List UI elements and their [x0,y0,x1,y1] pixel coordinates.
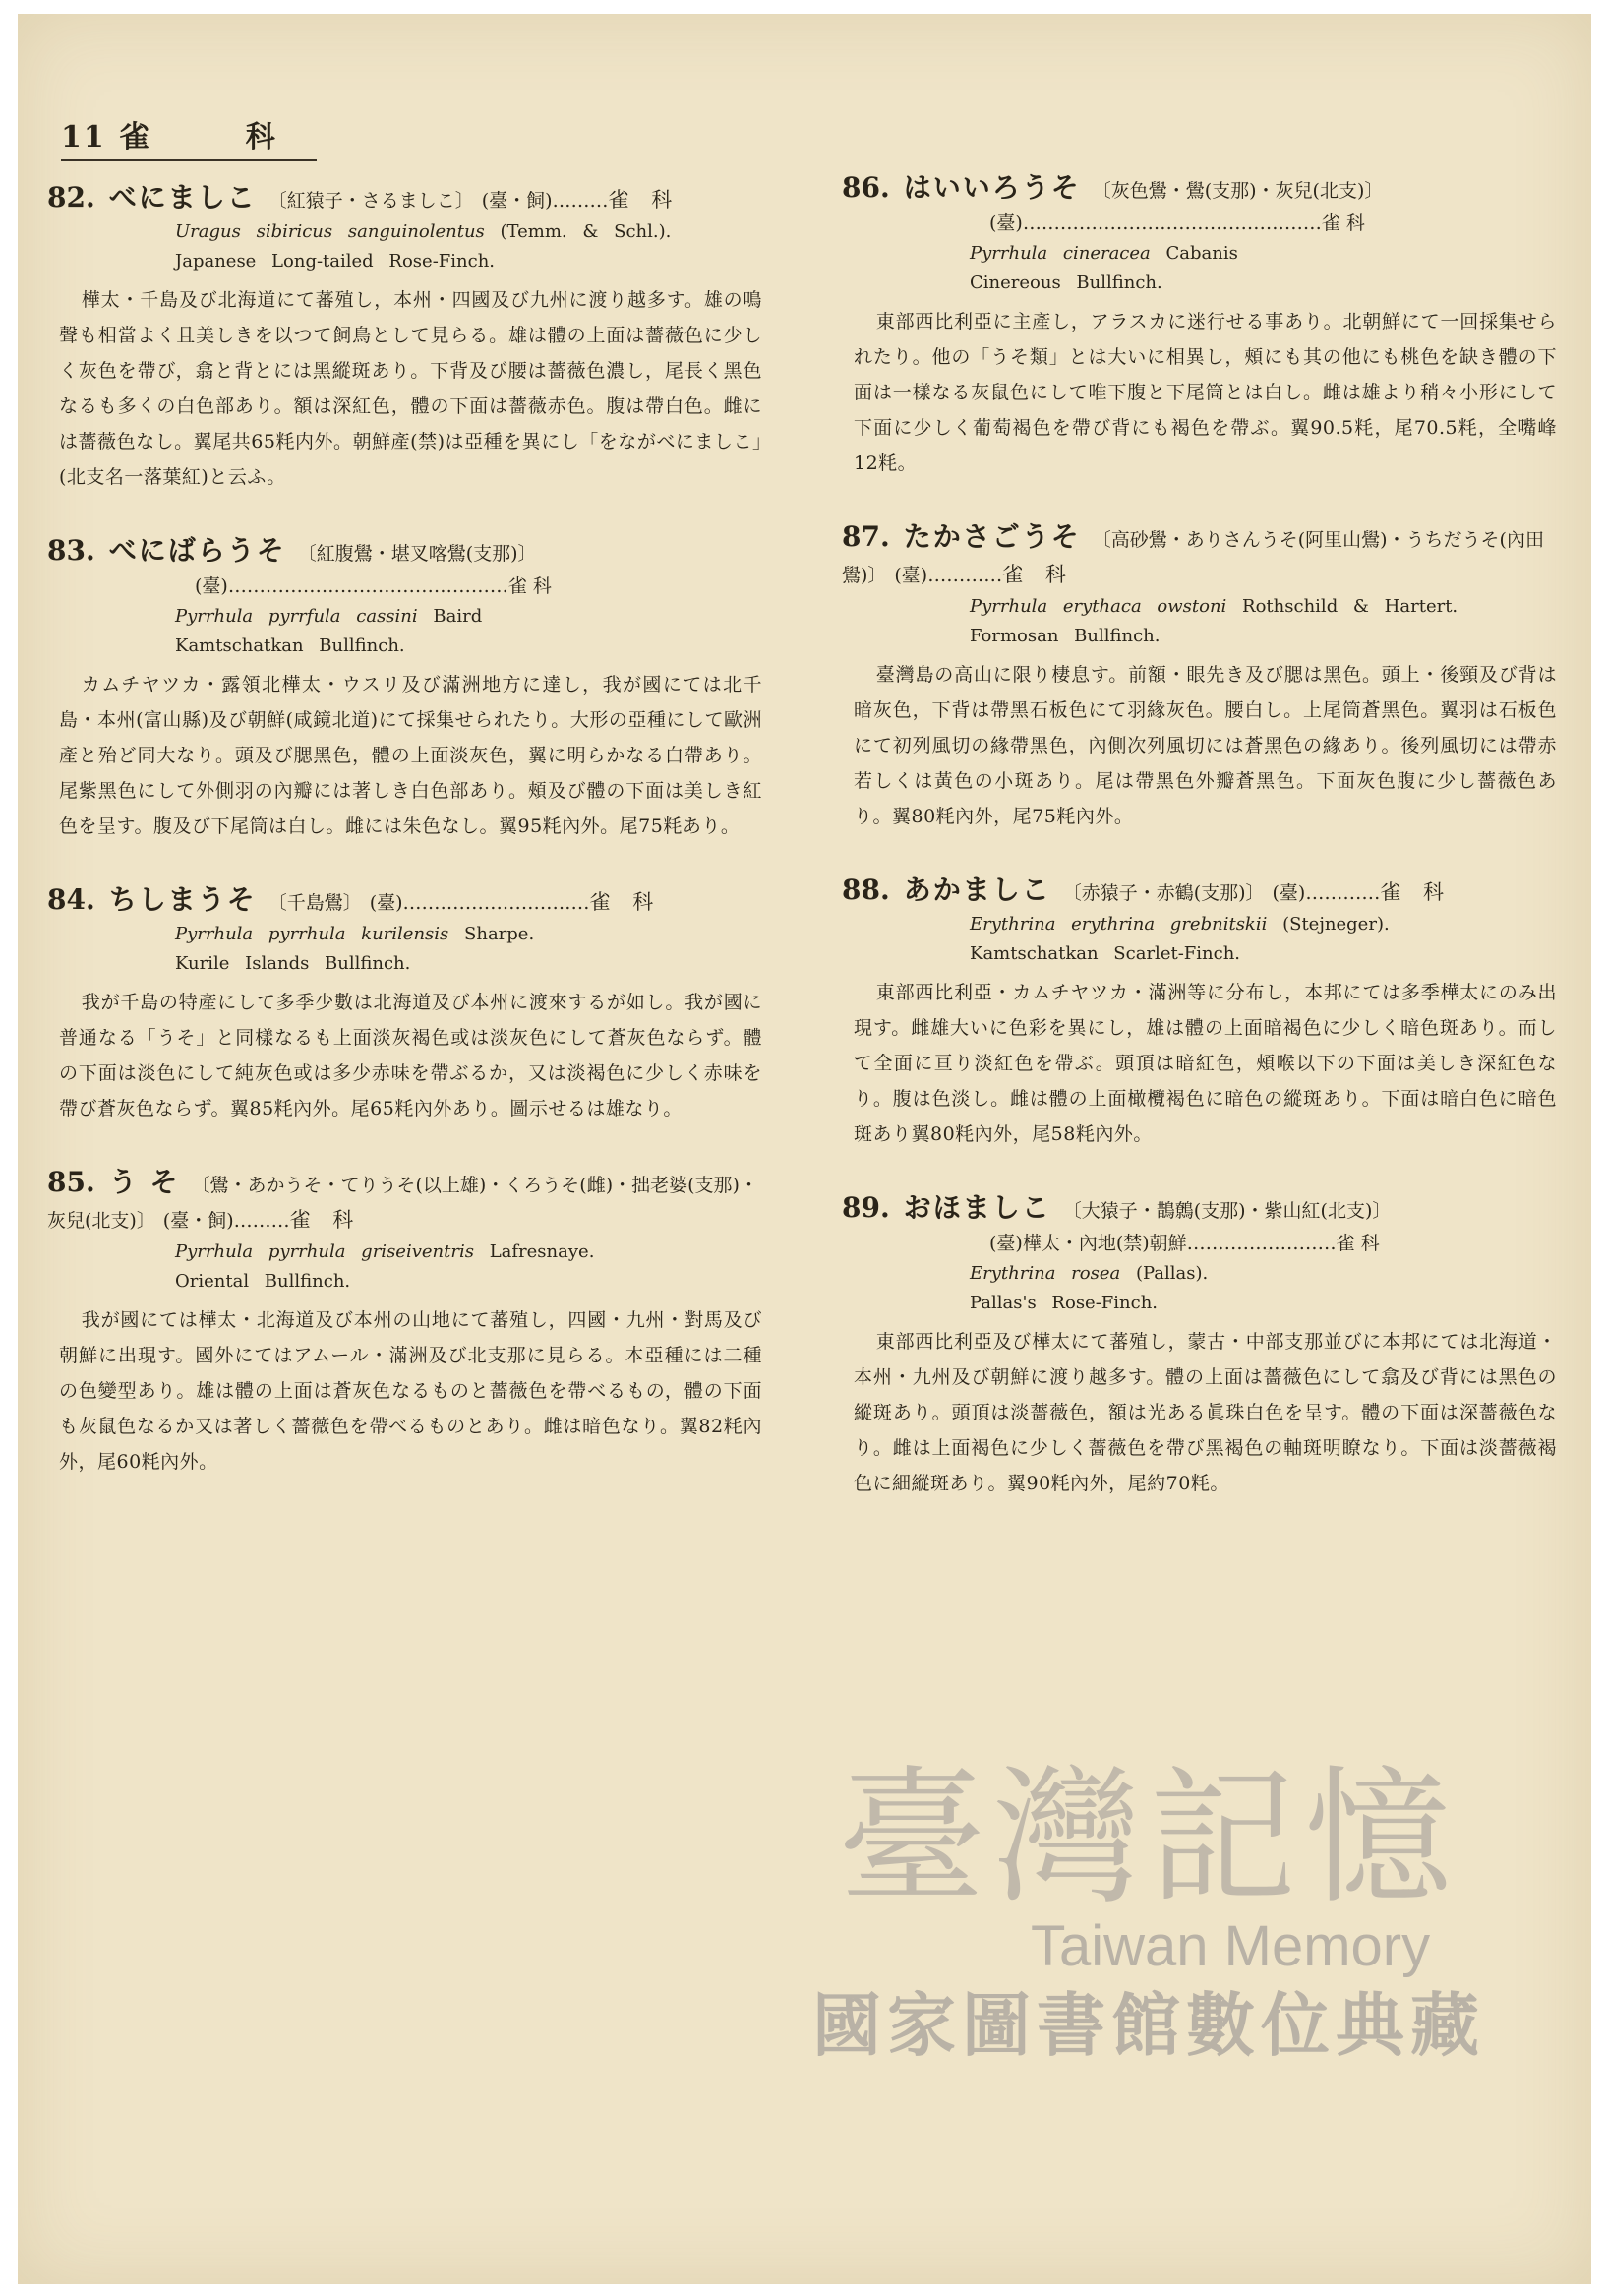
authority: (Stejneger). [1282,914,1390,935]
section-title: 雀 [119,120,151,154]
document-page [18,14,1591,2284]
species-description: 我が國にては樺太・北海道及び本州の山地にて蕃殖し，四國・九州・對馬及び朝鮮に出現す。國外にてはアムール・滿洲及び北支那に見らる。本亞種には二種の色變型あり。雄は體の上面は蒼灰色なるものと薔薇色を帶べるもの，體の下面も灰鼠色なるか又は著しく薔薇色を帶べるものとあり。雌は暗色なり。翼82粍內外，尾60粍內外。 [59,1309,762,1473]
leader-dots: ……… [233,1210,290,1232]
japanese-name: う そ [108,1166,180,1198]
english-name: Kamtschatkan Scarlet-Finch. [970,943,1241,964]
watermark [775,1755,1522,2070]
species-entry [47,534,770,844]
scientific-name: Uragus sibiricus sanguinolentus [175,221,485,242]
japanese-name: ちしまうそ [108,883,257,916]
english-name: Japanese Long-tailed Rose-Finch. [175,251,496,272]
species-description: 東部西比利亞・カムチヤツカ・滿洲等に分布し，本邦にては多季樺太にのみ出現す。雌雄大いに色彩を異にし，雄は體の上面暗褐色に少しく暗色斑あり。而して全面に亘り淡紅色を帶ぶ。頭頂は暗紅色，頰喉以下の下面は美しき深紅色なり。腹は色淡し。雌は體の上面橄欖褐色に暗色の縱斑あり。下面は暗白色に暗色斑あり翼80粍內外，尾58粍內外。 [854,982,1557,1145]
entry-title-line [842,874,1565,910]
entry-title-line [47,1166,770,1238]
japanese-name: べにばらうそ [108,534,286,567]
entry-title-line [47,883,770,920]
distribution-marks: (臺) [894,565,928,586]
entry-number: 86. [842,171,890,204]
authority: Sharpe. [464,924,535,944]
species-description: カムチヤツカ・露領北樺太・ウスリ及び滿洲地方に達し，我が國にては北千島・本州(富山縣)及び朝鮮(咸鏡北道)にて採集せられたり。大形の亞種にして歐洲產と殆ど同大なり。頭及び腮黑色，體の上面淡灰色，翼に明らかなる白帶あり。尾紫黑色にして外側羽の內瓣には著しき白色部あり。頰及び體の下面は美しき紅色を呈す。腹及び下尾筒は白し。雌には朱色なし。翼95粍內外。尾75粍あり。 [59,674,762,837]
species-description: 東部西比利亞及び樺太にて蕃殖し，蒙古・中部支那並びに本邦にては北海道・本州・九州及び朝鮮に渡り越多す。體の上面は薔薇色にして翕及び背には黑色の縱斑あり。頭頂は淡薔薇色，額は光ある眞珠白色を呈す。體の下面は深薔薇色なり。雌は上面褐色に少しく薔薇色を帶び黑褐色の軸斑明瞭なり。下面は淡薔薇褐色に細縱斑あり。翼90粍內外，尾約70粍。 [854,1331,1557,1494]
entry-title-line [47,181,770,217]
left-column [47,181,770,1519]
watermark-chinese: 臺灣記憶 [837,1753,1459,1924]
family-label: 雀 科 [289,1208,362,1232]
english-name: Kurile Islands Bullfinch. [175,953,411,974]
entry-number: 88. [842,874,890,906]
page-number: 11 [61,120,106,154]
species-entry [842,1191,1565,1501]
species-entry [842,520,1565,834]
entry-title-line [842,1191,1565,1228]
scientific-name-line [47,1238,770,1267]
scientific-name: Erythrina erythrina grebnitskii [970,914,1268,935]
species-entry [47,181,770,495]
alias-names: 〔紅腹鷽・堪叉喀鷽(支那)〕 [297,543,537,565]
species-entry [47,883,770,1126]
leader-dots: ……… [552,190,609,211]
entry-number: 87. [842,520,890,553]
distribution-marks: (臺・飼) [162,1210,234,1232]
scientific-name-line [842,1259,1565,1289]
watermark-caption: 國家圖書館數位典藏 [812,1985,1485,2066]
entry-title-line [47,534,770,571]
distribution-marks: (臺) [369,892,403,914]
scientific-name-line [47,217,770,247]
alias-names: 〔灰色鷽・鷽(支那)・灰兒(北支)〕 [1092,180,1384,202]
right-column [842,171,1565,1541]
authority: Rothschild & Hartert. [1242,596,1458,617]
scientific-name: Pyrrhula pyrrhula griseiventris [175,1241,474,1262]
authority: (Pallas). [1135,1263,1209,1284]
family-label: 雀 科 [1002,563,1074,586]
japanese-name: べにましこ [108,181,257,213]
page-header [61,112,317,161]
scientific-name: Pyrrhula cineracea [970,243,1151,264]
alias-names: 〔鷽・あかうそ・てりうそ(以上雄)・くろうそ(雌)・拙老婆(支那)・灰兒(北支)〕 [47,1175,758,1232]
scientific-name-line [47,920,770,949]
distribution-marks: (臺・飼) [481,190,553,211]
scientific-name: Pyrrhula erythaca owstoni [970,596,1227,617]
japanese-name: はいいろうそ [903,171,1081,204]
english-name: Oriental Bullfinch. [175,1271,351,1292]
entry-number: 83. [47,534,95,567]
authority: Lafresnaye. [489,1241,595,1262]
entry-subline: (臺)…………………………………………雀 科 [989,212,1365,234]
family-label: 雀 科 [589,890,662,914]
scientific-name-line [842,910,1565,939]
english-name: Cinereous Bullfinch. [970,272,1162,293]
authority: Baird [433,606,483,627]
scientific-name-line [842,592,1565,622]
authority: Cabanis [1165,243,1238,264]
species-description: 樺太・千島及び北海道にて蕃殖し，本州・四國及び九州に渡り越多す。雄の鳴聲も相當よく且美しきを以つて飼鳥として見らる。雄は體の上面は薔薇色に少しく灰色を帶び，翕と背とには黑縱斑あり。下背及び腰は薔薇色濃し，尾長く黑色なるも多くの白色部あり。額は深紅色，體の下面は薔薇赤色。腹は帶白色。雌には薔薇色なし。翼尾共65粍内外。朝鮮產(禁)は亞種を異にし「をながべにましこ」(北支名一落葉紅)と云ふ。 [59,289,762,488]
leader-dots: ………… [927,565,1003,586]
family-label: 雀 科 [608,188,681,211]
japanese-name: たかさごうそ [903,520,1081,553]
japanese-name: あかましこ [903,874,1051,906]
entry-subline: (臺)樺太・內地(禁)朝鮮……………………雀 科 [989,1233,1380,1254]
species-description: 臺灣島の高山に限り棲息す。前額・眼先き及び腮は黑色。頭上・後頸及び背は暗灰色，下背は帶黑石板色にて羽緣灰色。腰白し。上尾筒蒼黑色。翼羽は石板色にて初列風切の緣帶黑色，內側次列風切には蒼黑色の緣あり。後列風切には帶赤若しくは黃色の小斑あり。尾は帶黑色外瓣蒼黑色。下面灰色腹に少し薔薇色あり。翼80粍內外，尾75粍內外。 [854,664,1557,827]
watermark-english: Taiwan Memory [1031,1914,1431,1978]
english-name: Kamtschatkan Bullfinch. [175,635,405,656]
entry-number: 84. [47,883,95,916]
species-entry [47,1166,770,1480]
scientific-name: Pyrrhula pyrrhula kurilensis [175,924,449,944]
entry-number: 82. [47,181,95,213]
leader-dots: ………… [1305,882,1381,904]
species-entry [842,874,1565,1152]
entry-title-line [842,520,1565,592]
scientific-name: Pyrrhula pyrrfula cassini [175,606,418,627]
alias-names: 〔千島鷽〕 [268,892,362,914]
scientific-name-line [842,239,1565,269]
entry-subline: (臺)………………………………………雀 科 [195,575,552,597]
species-description: 東部西比利亞に主產し，アラスカに迷行せる事あり。北朝鮮にて一回採集せられたり。他の「うそ類」とは大いに相異し，頰にも其の他にも桃色を缺き體の下面は一樣なる灰鼠色にして唯下腹と下尾筒とは白し。雌は雄より稍々小形にして下面に少しく葡萄褐色を帶び背にも褐色を帶ぶ。翼90.5粍，尾70.5粍，全嘴峰12粍。 [854,311,1557,474]
section-suffix: 科 [245,120,277,154]
japanese-name: おほましこ [903,1191,1051,1224]
leader-dots: ………………………… [402,892,590,914]
family-label: 雀 科 [1380,880,1453,904]
alias-names: 〔高砂鷽・ありさんうそ(阿里山鷽)・うちだうそ(內田鷽)〕 [842,529,1544,586]
entry-number: 85. [47,1166,95,1198]
english-name: Formosan Bullfinch. [970,626,1161,646]
alias-names: 〔大猿子・鵲鷯(支那)・紫山紅(北支)〕 [1062,1200,1392,1222]
distribution-marks: (臺) [1272,882,1306,904]
entry-title-line [842,171,1565,208]
scientific-name-line [47,602,770,632]
entry-number: 89. [842,1191,890,1224]
authority: (Temm. & Schl.). [500,221,672,242]
alias-names: 〔紅猿子・さるましこ〕 [268,190,474,211]
english-name: Pallas's Rose-Finch. [970,1293,1159,1313]
scientific-name: Erythrina rosea [970,1263,1121,1284]
alias-names: 〔赤猿子・赤鶴(支那)〕 [1062,882,1265,904]
species-description: 我が千島の特產にして多季少數は北海道及び本州に渡來するが如し。我が國に普通なる「うそ」と同樣なるも上面淡灰褐色或は淡灰色にして蒼灰色ならず。體の下面は淡色にして純灰色或は多少赤味を帶ぶるか，又は淡褐色に少しく赤味を帶び蒼灰色ならず。翼85粍內外。尾65粍內外あり。圖示せるは雄なり。 [59,992,762,1119]
species-entry [842,171,1565,481]
